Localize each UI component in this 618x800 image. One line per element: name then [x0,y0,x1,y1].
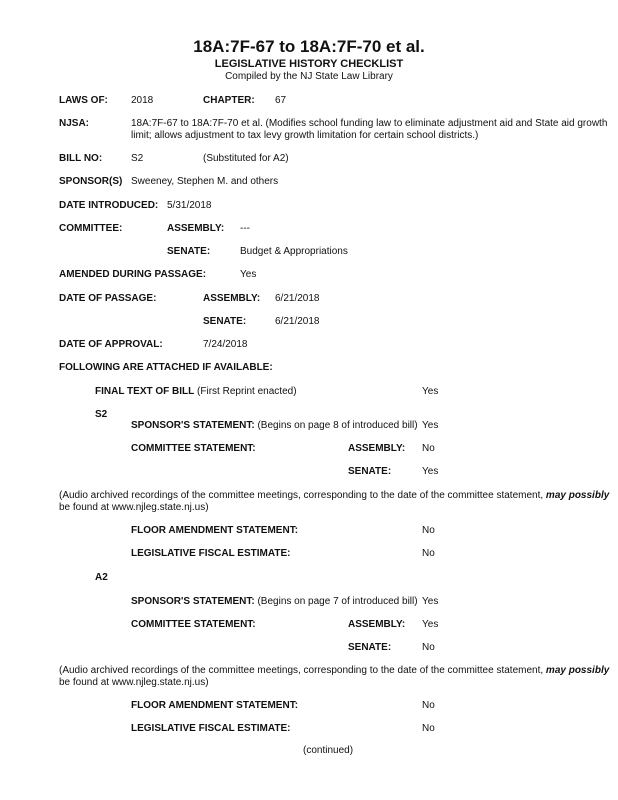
s2-audio-note [59,490,609,502]
a2-committee-senate-label: SENATE: [348,642,392,653]
a2-floor-value: No [422,700,435,711]
date-of-approval-label: DATE OF APPROVAL: [59,339,163,350]
committee-senate-label: SENATE: [167,246,211,257]
s2-fiscal-label: LEGISLATIVE FISCAL ESTIMATE: [131,548,291,559]
a2-sponsor-row [131,596,418,608]
a2-committee-label: COMMITTEE STATEMENT: [131,619,256,630]
s2-committee-senate-label: SENATE: [348,466,392,477]
s2-sponsor-value: Yes [422,420,439,431]
s2-audio-line2: be found at www.njleg.state.nj.us) [59,502,209,513]
s2-sponsor-row [131,420,418,432]
compiled-by: Compiled by the NJ State Law Library [225,71,393,82]
a2-audio-prefix: (Audio archived recordings of the committee meetings, corresponding to the date of the committee statement, [59,665,546,676]
a2-sponsor-note: (Begins on page 7 of introduced bill) [257,596,418,607]
s2-sponsor-label: SPONSOR'S STATEMENT: [131,420,255,431]
final-text-row [95,386,297,398]
final-text-label: FINAL TEXT OF BILL [95,386,195,397]
bill-substitution-note: (Substituted for A2) [203,153,289,164]
bill-no-label: BILL NO: [59,153,103,164]
amended-value: Yes [240,269,257,280]
attachments-heading: FOLLOWING ARE ATTACHED IF AVAILABLE: [59,362,273,373]
a2-fiscal-label: LEGISLATIVE FISCAL ESTIMATE: [131,723,291,734]
a2-committee-assembly-label: ASSEMBLY: [348,619,406,630]
a2-fiscal-value: No [422,723,435,734]
passage-assembly-value: 6/21/2018 [275,293,320,304]
passage-senate-label: SENATE: [203,316,247,327]
a2-section-label: A2 [95,572,108,583]
committee-senate-value: Budget & Appropriations [240,246,348,257]
passage-assembly-label: ASSEMBLY: [203,293,261,304]
document-title: 18A:7F-67 to 18A:7F-70 et al. [193,37,425,56]
a2-audio-emphasis: may possibly [545,665,610,676]
s2-audio-prefix: (Audio archived recordings of the committee meetings, corresponding to the date of the committee statement, [59,490,546,501]
document-subtitle: LEGISLATIVE HISTORY CHECKLIST [214,58,404,70]
s2-committee-assembly-value: No [422,443,435,454]
s2-fiscal-value: No [422,548,435,559]
njsa-label: NJSA: [59,118,90,129]
amended-label: AMENDED DURING PASSAGE: [59,269,207,280]
final-text-value: Yes [422,386,439,397]
passage-senate-value: 6/21/2018 [275,316,320,327]
final-text-note: (First Reprint enacted) [197,386,297,397]
continued-note: (continued) [303,745,354,756]
committee-assembly-value: --- [240,223,250,234]
chapter-label: CHAPTER: [203,95,255,106]
a2-floor-label: FLOOR AMENDMENT STATEMENT: [131,700,299,711]
date-introduced-value: 5/31/2018 [167,200,212,211]
s2-committee-label: COMMITTEE STATEMENT: [131,443,256,454]
a2-sponsor-label: SPONSOR'S STATEMENT: [131,596,255,607]
s2-audio-emphasis: may possibly [545,490,610,501]
date-introduced-label: DATE INTRODUCED: [59,200,159,211]
s2-committee-senate-value: Yes [422,466,439,477]
a2-committee-senate-value: No [422,642,435,653]
committee-label: COMMITTEE: [59,223,123,234]
laws-of-value: 2018 [131,95,154,106]
sponsor-label: SPONSOR(S) [59,176,123,187]
s2-sponsor-note: (Begins on page 8 of introduced bill) [257,420,418,431]
chapter-value: 67 [275,95,287,106]
sponsor-value: Sweeney, Stephen M. and others [131,176,279,187]
a2-audio-note [59,665,609,677]
a2-audio-line2: be found at www.njleg.state.nj.us) [59,677,209,688]
s2-section-label: S2 [95,409,108,420]
s2-committee-assembly-label: ASSEMBLY: [348,443,406,454]
s2-floor-label: FLOOR AMENDMENT STATEMENT: [131,525,299,536]
a2-committee-assembly-value: Yes [422,619,439,630]
njsa-line2: limit; allows adjustment to tax levy growth limitation for certain school districts.) [131,130,479,141]
date-of-approval-value: 7/24/2018 [203,339,248,350]
laws-of-label: LAWS OF: [59,95,108,106]
a2-sponsor-value: Yes [422,596,439,607]
njsa-line1: 18A:7F-67 to 18A:7F-70 et al. (Modifies school funding law to eliminate adjustment aid and State aid growth [131,118,608,129]
committee-assembly-label: ASSEMBLY: [167,223,225,234]
date-of-passage-label: DATE OF PASSAGE: [59,293,157,304]
s2-floor-value: No [422,525,435,536]
bill-no-value: S2 [131,153,144,164]
